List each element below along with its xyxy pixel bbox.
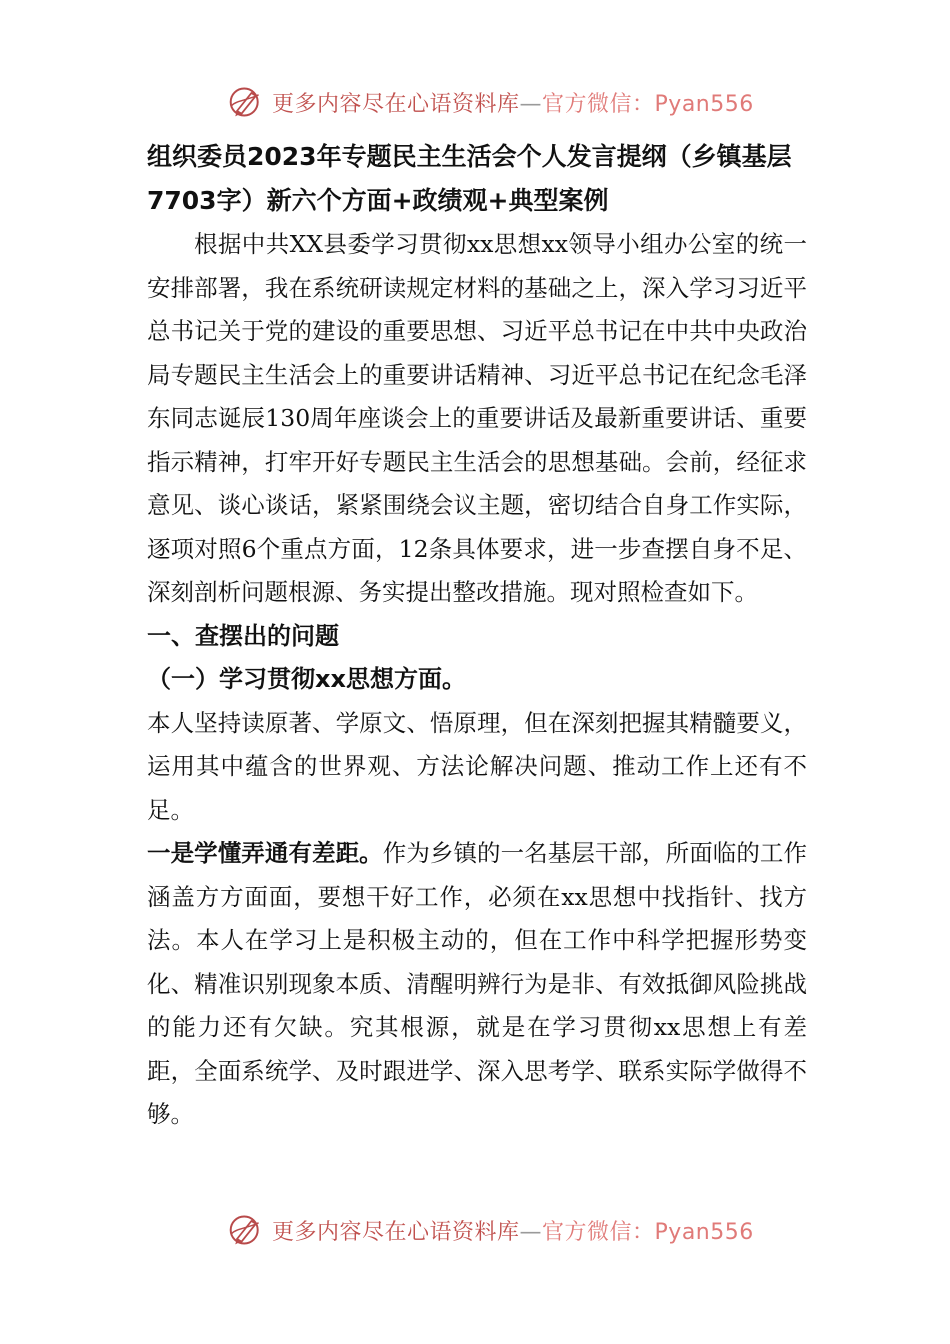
watermark-dash: —	[519, 91, 543, 117]
watermark-banner-bottom	[228, 1210, 754, 1250]
watermark-wechat-label: 官方微信：	[542, 91, 655, 117]
watermark-dash: —	[519, 1219, 543, 1245]
pen-logo-icon	[228, 84, 264, 120]
watermark-text	[272, 87, 754, 118]
watermark-banner-top	[228, 82, 754, 122]
watermark-wechat-label: 官方微信：	[542, 1219, 655, 1245]
point-paragraph	[147, 832, 807, 1137]
watermark-brand: 更多内容尽在心语资料库	[272, 91, 520, 117]
watermark-wechat-id: Pyan556	[654, 91, 754, 117]
subsection-paragraph: 本人坚持读原著、学原文、悟原理，但在深刻把握其精髓要义，运用其中蕴含的世界观、方法论解决问题、推动工作上还有不足。	[147, 708, 807, 824]
watermark-wechat-id: Pyan556	[654, 1219, 754, 1245]
watermark-text	[272, 1215, 754, 1246]
intro-paragraph: 根据中共XX县委学习贯彻xx思想xx领导小组办公室的统一安排部署，我在系统研读规定材料的基础之上，深入学习习近平总书记关于党的建设的重要思想、习近平总书记在中共中央政治局专题民主生活会上的重要讲话精神、习近平总书记在纪念毛泽东同志诞辰130周年座谈会上的重要讲话及最新重要讲话、重要指示精神，打牢开好专题民主生活会的思想基础。会前，经征求意见、谈心谈话，紧紧围绕会议主题，密切结合自身工作实际，逐项对照6个重点方面，12条具体要求，进一步查摆自身不足、深刻剖析问题根源、务实提出整改措施。现对照检查如下。	[147, 230, 807, 606]
pen-logo-icon	[228, 1212, 264, 1248]
watermark-brand: 更多内容尽在心语资料库	[272, 1219, 520, 1245]
document-body	[147, 135, 807, 1137]
subsection-heading: （一）学习贯彻xx思想方面。	[147, 665, 466, 693]
section-heading: 一、查摆出的问题	[147, 621, 339, 650]
document-title: 组织委员2023年专题民主生活会个人发言提纲（乡镇基层7703字）新六个方面+政绩观+典型案例	[147, 142, 792, 215]
point-lead: 一是学懂弄通有差距。	[147, 839, 383, 867]
point-body: 作为乡镇的一名基层干部，所面临的工作涵盖方方面面，要想干好工作，必须在xx思想中找指针、找方法。本人在学习上是积极主动的，但在工作中科学把握形势变化、精准识别现象本质、清醒明辨行为是非、有效抵御风险挑战的能力还有欠缺。究其根源，就是在学习贯彻xx思想上有差距，全面系统学、及时跟进学、深入思考学、联系实际学做得不够。	[147, 839, 808, 1128]
